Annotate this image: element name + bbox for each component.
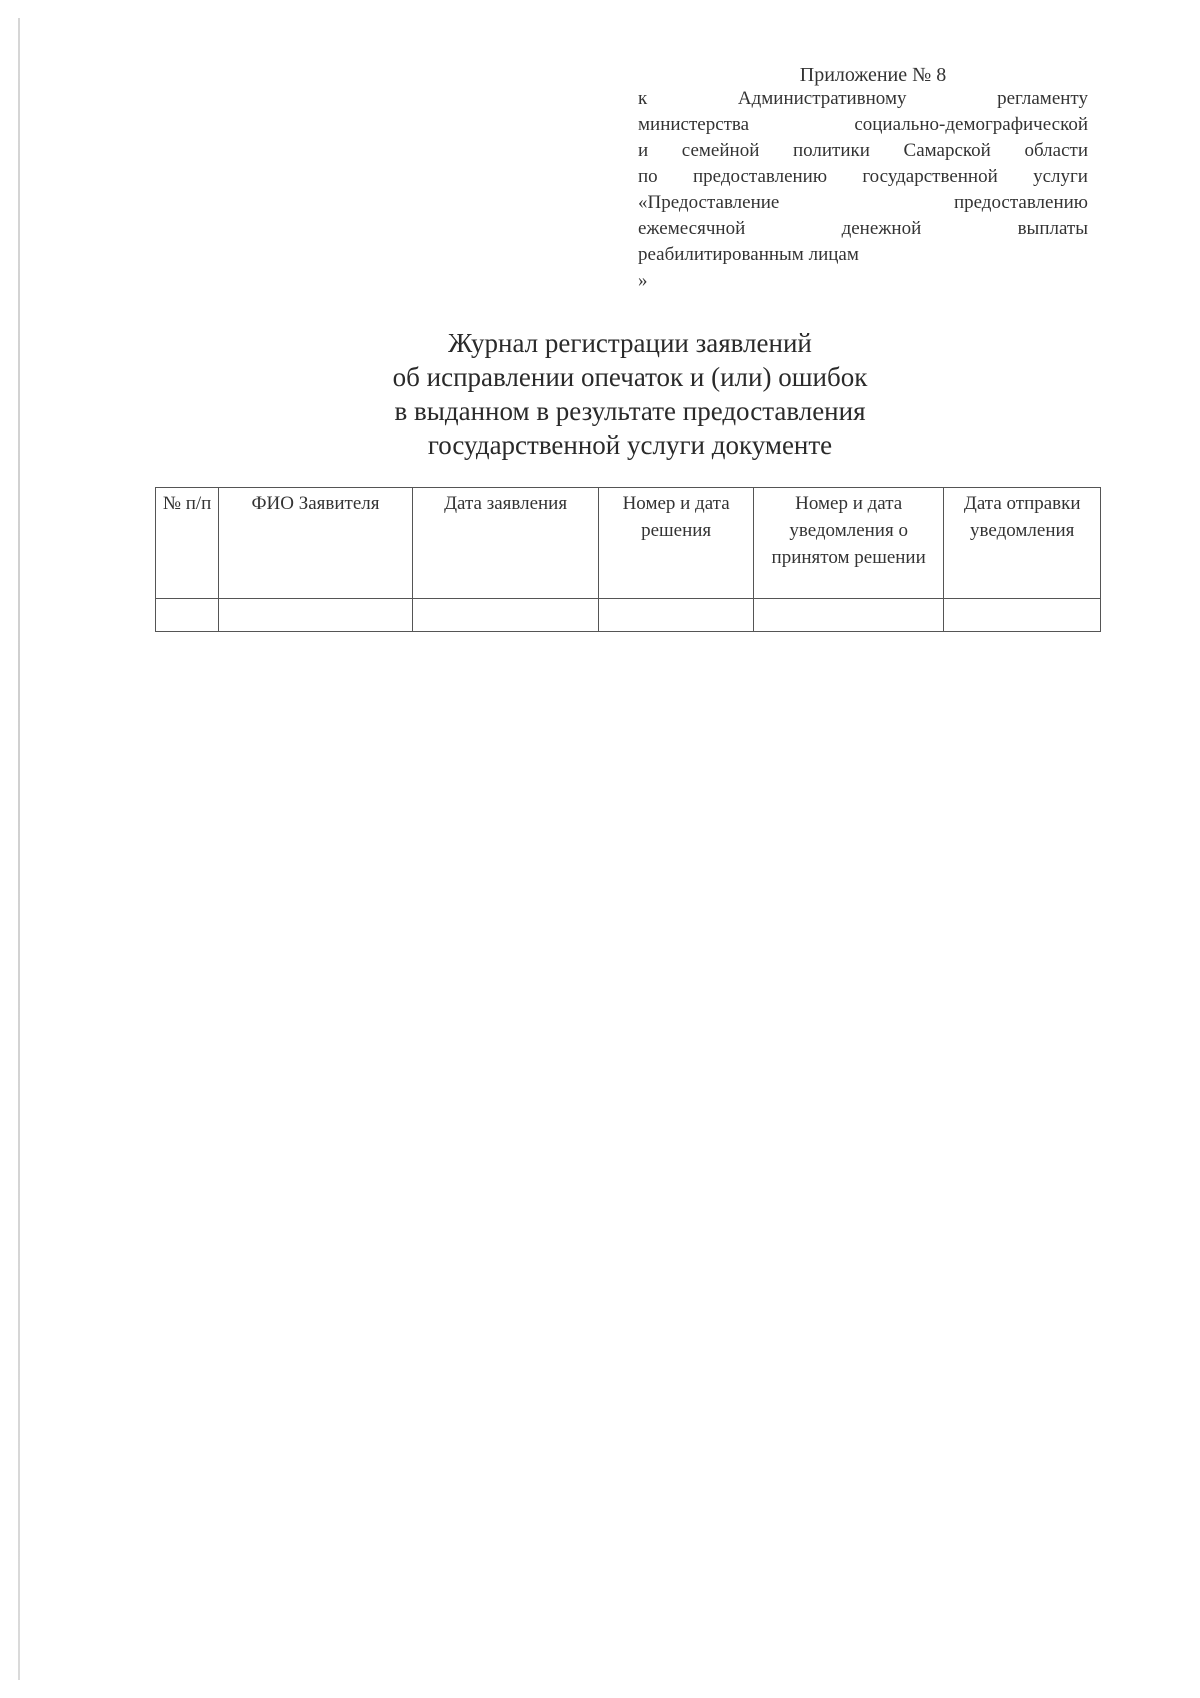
appendix-word: политики bbox=[792, 140, 870, 161]
journal-title-line: государственной услуги документе bbox=[427, 430, 833, 460]
appendix-line-6 bbox=[638, 216, 1088, 242]
appendix-word: области bbox=[1024, 140, 1088, 161]
table-row bbox=[156, 599, 1101, 632]
journal-title-line: Журнал регистрации заявлений bbox=[448, 328, 812, 358]
appendix-word: семейной bbox=[681, 140, 760, 161]
header-applicant-name: ФИО Заявителя bbox=[219, 488, 413, 599]
header-decision-number-date: Номер и дата решения bbox=[599, 488, 753, 599]
header-application-date: Дата заявления bbox=[412, 488, 599, 599]
appendix-word: Самарской bbox=[903, 140, 991, 161]
table-header-row bbox=[156, 488, 1101, 599]
journal-title-line: об исправлении опечаток и (или) ошибок bbox=[392, 362, 868, 392]
appendix-line-5 bbox=[638, 190, 1088, 216]
appendix-word: по bbox=[638, 166, 658, 187]
appendix-line-3 bbox=[638, 138, 1088, 164]
appendix-word: министерства bbox=[638, 114, 750, 135]
appendix-word: предоставлению bbox=[953, 192, 1088, 213]
appendix-line-2 bbox=[638, 112, 1088, 138]
table-cell bbox=[599, 599, 753, 632]
header-number: № п/п bbox=[156, 488, 219, 599]
journal-title bbox=[300, 326, 960, 462]
appendix-line-4 bbox=[638, 164, 1088, 190]
appendix-closing-quote: » bbox=[638, 270, 648, 291]
table-cell bbox=[219, 599, 413, 632]
table-cell bbox=[944, 599, 1101, 632]
journal-title-line: в выданном в результате предоставления bbox=[394, 396, 866, 426]
appendix-word: к bbox=[638, 88, 648, 109]
appendix-block bbox=[638, 62, 1088, 294]
appendix-word: услуги bbox=[1033, 166, 1088, 187]
appendix-line-1 bbox=[638, 86, 1088, 112]
appendix-word: и bbox=[638, 140, 649, 161]
appendix-word: социально-демографической bbox=[854, 114, 1088, 135]
appendix-word: ежемесячной bbox=[638, 218, 746, 239]
registration-journal-table bbox=[155, 487, 1101, 632]
table-cell bbox=[753, 599, 944, 632]
appendix-word: Административному bbox=[737, 88, 907, 109]
appendix-word: предоставлению bbox=[692, 166, 828, 187]
appendix-word: «Предоставление bbox=[638, 192, 780, 213]
scan-edge-line bbox=[18, 18, 20, 1680]
appendix-word: регламенту bbox=[997, 88, 1088, 109]
table-cell bbox=[156, 599, 219, 632]
table-cell bbox=[412, 599, 599, 632]
header-notification-number-date: Номер и дата уведомления о принятом решении bbox=[753, 488, 944, 599]
appendix-line-7: реабилитированным лицам bbox=[638, 244, 859, 265]
appendix-word: выплаты bbox=[1017, 218, 1088, 239]
header-notification-send-date: Дата отправки уведомления bbox=[944, 488, 1101, 599]
appendix-title: Приложение № 8 bbox=[799, 64, 947, 86]
appendix-word: государственной bbox=[862, 166, 998, 187]
appendix-word: денежной bbox=[841, 218, 922, 239]
